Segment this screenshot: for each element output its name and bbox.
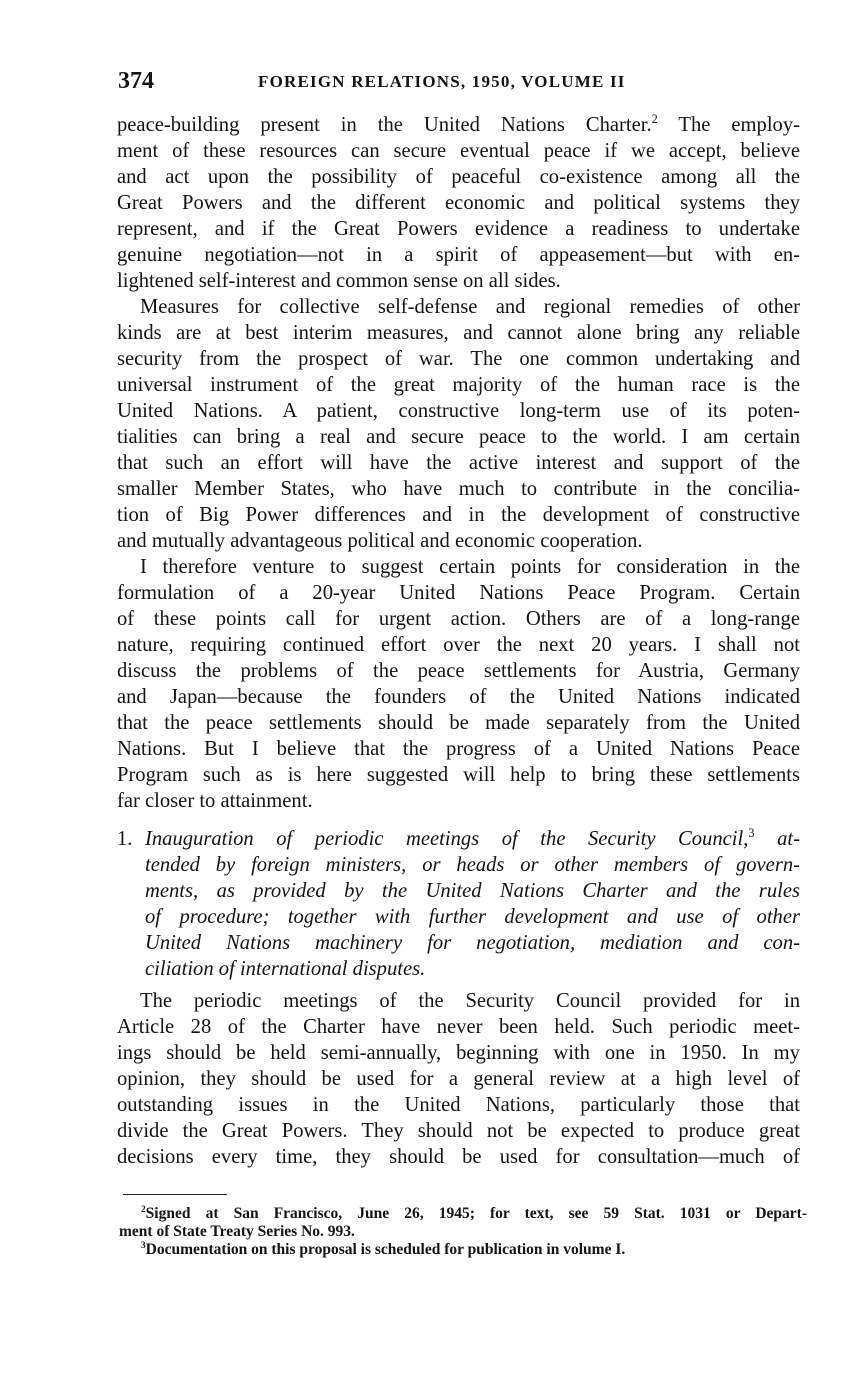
- text-line: and mutually advantageous political and economic cooperation.: [117, 530, 643, 552]
- footnotes: [119, 1205, 807, 1259]
- text-line: I therefore venture to suggest certain points for consideration in the: [140, 556, 800, 578]
- text-span: peace-building present in the United Nations Charter.: [117, 114, 652, 136]
- paragraph-1: [117, 112, 800, 294]
- item-heading-line: ciliation of international disputes.: [145, 958, 426, 980]
- text-line: Program such as is here suggested will help to bring these settlements: [117, 764, 800, 786]
- text-span: The employ-: [657, 114, 800, 136]
- text-line: outstanding issues in the United Nations, particularly those that: [117, 1094, 800, 1116]
- paragraph-2: [117, 294, 800, 554]
- text-span: Inauguration of periodic meetings of the Security Council,: [145, 828, 749, 850]
- text-line: that the peace settlements should be made separately from the United: [117, 712, 800, 734]
- footnote-2-cont: ment of State Treaty Series No. 993.: [119, 1223, 355, 1240]
- paragraph-3: [117, 554, 800, 814]
- text-line: Article 28 of the Charter have never been held. Such periodic meet-: [117, 1016, 800, 1038]
- text-line: ings should be held semi-annually, beginning with one in 1950. In my: [117, 1042, 800, 1064]
- item-heading-line: ments, as provided by the United Nations Charter and the rules: [145, 880, 800, 902]
- text-line: discuss the problems of the peace settlements for Austria, Germany: [117, 660, 800, 682]
- text-line: genuine negotiation—not in a spirit of appeasement—but with en-: [117, 244, 800, 266]
- footnote-ref-2: 2: [651, 112, 658, 127]
- text-line: decisions every time, they should be used for consultation—much of: [117, 1146, 800, 1168]
- page-number: 374: [118, 68, 154, 94]
- text-line: tialities can bring a real and secure peace to the world. I am certain: [117, 426, 800, 448]
- text-line: divide the Great Powers. They should not be expected to produce great: [117, 1120, 800, 1142]
- text-line: [117, 112, 800, 138]
- text-line: represent, and if the Great Powers evidence a readiness to undertake: [117, 218, 800, 240]
- text-line: opinion, they should be used for a general review at a high level of: [117, 1068, 800, 1090]
- text-line: far closer to attainment.: [117, 790, 313, 812]
- text-line: The periodic meetings of the Security Council provided for in: [140, 990, 800, 1012]
- item-heading-line: [117, 826, 800, 852]
- text-line: smaller Member States, who have much to contribute in the concilia-: [117, 478, 800, 500]
- running-head: [118, 68, 808, 98]
- text-line: security from the prospect of war. The one common undertaking and: [117, 348, 800, 370]
- text-line: and Japan—because the founders of the United Nations indicated: [117, 686, 800, 708]
- footnote-3: [119, 1241, 807, 1259]
- text-span: at-: [754, 828, 801, 850]
- text-line: and act upon the possibility of peaceful co-existence among all the: [117, 166, 800, 188]
- item-heading-line: of procedure; together with further development and use of other: [145, 906, 800, 928]
- text-line: Great Powers and the different economic and political systems they: [117, 192, 800, 214]
- text-line: Measures for collective self-defense and regional remedies of other: [140, 296, 800, 318]
- text-line: nature, requiring continued effort over the next 20 years. I shall not: [117, 634, 800, 656]
- text-span: Signed at San Francisco, June 26, 1945; for text, see 59 Stat. 1031 or Depart-: [145, 1205, 807, 1222]
- text-line: Nations. But I believe that the progress of a United Nations Peace: [117, 738, 800, 760]
- footnote-ref-3: 3: [748, 826, 755, 841]
- footnote-mark: 3: [141, 1240, 146, 1251]
- numbered-item-1: [117, 826, 800, 982]
- text-line: tion of Big Power differences and in the development of constructive: [117, 504, 800, 526]
- item-heading-line: tended by foreign ministers, or heads or other members of govern-: [145, 854, 800, 876]
- item-heading-line: United Nations machinery for negotiation, mediation and con-: [145, 932, 800, 954]
- paragraph-4: [117, 988, 800, 1170]
- running-title: FOREIGN RELATIONS, 1950, VOLUME II: [258, 72, 626, 91]
- text-line: kinds are at best interim measures, and cannot alone bring any reliable: [117, 322, 800, 344]
- text-line: universal instrument of the great majority of the human race is the: [117, 374, 800, 396]
- footnote-divider: [123, 1194, 227, 1195]
- text-line: formulation of a 20-year United Nations Peace Program. Certain: [117, 582, 800, 604]
- item-number: 1.: [117, 828, 133, 850]
- text-line: United Nations. A patient, constructive long-term use of its poten-: [117, 400, 800, 422]
- text-line: lightened self-interest and common sense on all sides.: [117, 270, 561, 292]
- text-span: Documentation on this proposal is scheduled for publication in volume I.: [145, 1241, 626, 1258]
- footnote-2: [119, 1205, 807, 1223]
- text-line: that such an effort will have the active interest and support of the: [117, 452, 800, 474]
- footnote-mark: 2: [141, 1204, 146, 1215]
- text-line: ment of these resources can secure eventual peace if we accept, believe: [117, 140, 800, 162]
- body-text: [117, 112, 800, 1170]
- text-line: of these points call for urgent action. Others are of a long-range: [117, 608, 800, 630]
- spacer: [117, 814, 800, 826]
